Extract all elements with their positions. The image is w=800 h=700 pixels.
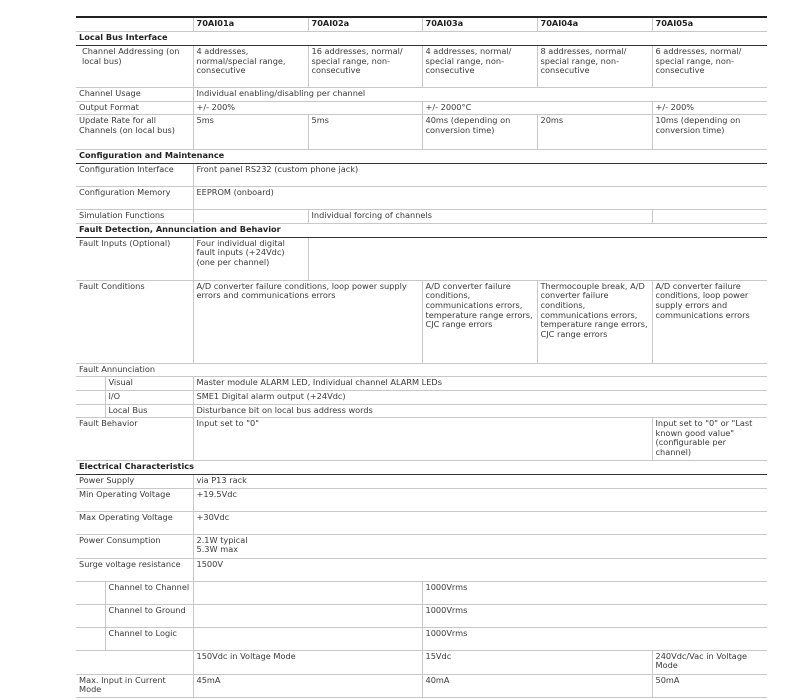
cell: 1000Vrms [422,604,767,627]
row-label: Configuration Memory [76,187,193,210]
cell-empty [193,581,422,604]
table-row-fault-annunciation [76,363,767,377]
spec-table [76,16,767,698]
row-label: Fault Behavior [76,418,193,461]
row-label: I/O [105,390,193,404]
cell [193,534,767,558]
section-header-config [76,150,767,164]
cell: 15Vdc [422,650,652,674]
cell: A/D converter failure conditions, loop power supply errors and communications errors [652,280,767,363]
cell: 45mA [193,674,422,697]
cell: 40mA [422,674,652,697]
table-row-update-rate [76,115,767,150]
cell: 50mA [652,674,767,697]
indent-cell [76,404,105,418]
header-blank [76,17,193,32]
table-row-config-interface [76,164,767,187]
row-label: Max. Input in Current Mode [76,674,193,697]
row-label: Channel Addressing (on local bus) [76,46,193,88]
cell: Disturbance bit on local bus address words [193,404,767,418]
cell: SME1 Digital alarm output (+24Vdc) [193,390,767,404]
cell: Four individual digital fault inputs (+24Vdc) (one per channel) [193,237,308,280]
section-title: Electrical Characteristics [76,461,767,475]
cell: Thermocouple break, A/D converter failure conditions, communications errors, temperature range errors, CJC range errors [537,280,652,363]
table-row-output-format [76,101,767,115]
table-row-channel-to-channel [76,581,767,604]
column-header: 70AI03a [422,17,537,32]
row-label: Simulation Functions [76,210,193,224]
row-label [76,650,193,674]
cell: 5ms [308,115,422,150]
cell: Input set to "0" or "Last known good value" (configurable per channel) [652,418,767,461]
table-row-fault-inputs [76,237,767,280]
row-label: Power Consumption [76,534,193,558]
cell: Individual enabling/disabling per channel [193,88,767,102]
cell: EEPROM (onboard) [193,187,767,210]
indent-cell [76,604,105,627]
cell: A/D converter failure conditions, communications errors, temperature range errors, CJC range errors [422,280,537,363]
cell: +19.5Vdc [193,488,767,511]
table-row-surge [76,558,767,581]
section-title: Fault Detection, Annunciation and Behavior [76,223,767,237]
table-row-fault-behavior [76,418,767,461]
indent-cell [76,581,105,604]
table-row-annunciation-visual [76,377,767,391]
cell: 40ms (depending on conversion time) [422,115,537,150]
column-header: 70AI04a [537,17,652,32]
section-title: Configuration and Maintenance [76,150,767,164]
cell: +30Vdc [193,511,767,534]
indent-cell [76,627,105,650]
column-header: 70AI02a [308,17,422,32]
cell: 1000Vrms [422,627,767,650]
table-row-max-voltage-input [76,650,767,674]
cell: 10ms (depending on conversion time) [652,115,767,150]
table-row-channel-addressing [76,46,767,88]
cell: 1000Vrms [422,581,767,604]
cell: Individual forcing of channels [308,210,652,224]
cell: +/- 200% [193,101,422,115]
section-header-electrical [76,461,767,475]
row-label: Fault Conditions [76,280,193,363]
row-label: Visual [105,377,193,391]
column-header: 70AI05a [652,17,767,32]
cell-empty [193,604,422,627]
table-row-min-voltage [76,488,767,511]
cell-empty [652,210,767,224]
table-row-simulation [76,210,767,224]
cell-empty [193,627,422,650]
cell: A/D converter failure conditions, loop power supply errors and communications errors [193,280,422,363]
table-row-fault-conditions [76,280,767,363]
power-typical: 2.1W typical [196,534,248,545]
table-row-power-consumption [76,534,767,558]
cell: +/- 2000°C [422,101,652,115]
table-row-config-memory [76,187,767,210]
table-row-channel-to-ground [76,604,767,627]
cell: Input set to "0" [193,418,652,461]
section-title: Local Bus Interface [76,32,767,46]
cell-empty [193,210,308,224]
row-label: Configuration Interface [76,164,193,187]
cell: Master module ALARM LED, Individual channel ALARM LEDs [193,377,767,391]
table-row-max-current [76,674,767,697]
cell: 150Vdc in Voltage Mode [193,650,422,674]
header-row [76,17,767,32]
cell: 8 addresses, normal/ special range, non-consecutive [537,46,652,88]
row-label: Power Supply [76,475,193,489]
row-label: Channel to Ground [105,604,193,627]
row-label: Channel Usage [76,88,193,102]
row-label: Channel to Logic [105,627,193,650]
cell: 20ms [537,115,652,150]
cell: 1500V [193,558,767,581]
row-label: Local Bus [105,404,193,418]
table-row-channel-to-logic [76,627,767,650]
table-row-channel-usage [76,88,767,102]
power-max: 5.3W max [196,544,239,555]
row-label: Channel to Channel [105,581,193,604]
row-label: Surge voltage resistance [76,558,193,581]
row-label: Min Operating Voltage [76,488,193,511]
cell: 240Vdc/Vac in Voltage Mode [652,650,767,674]
indent-cell [76,377,105,391]
cell: 6 addresses, normal/ special range, non-consecutive [652,46,767,88]
table-row-annunciation-io [76,390,767,404]
cell: 4 addresses, normal/ special range, non-consecutive [422,46,537,88]
cell: +/- 200% [652,101,767,115]
row-label: Output Format [76,101,193,115]
column-header: 70AI01a [193,17,308,32]
section-header-local-bus [76,32,767,46]
cell: 16 addresses, normal/ special range, non-consecutive [308,46,422,88]
section-header-fault [76,223,767,237]
table-row-annunciation-local-bus [76,404,767,418]
table-row-power-supply [76,475,767,489]
row-label: Fault Inputs (Optional) [76,237,193,280]
cell: 4 addresses, normal/special range, consecutive [193,46,308,88]
indent-cell [76,390,105,404]
cell: Front panel RS232 (custom phone jack) [193,164,767,187]
table-row-max-voltage [76,511,767,534]
cell: 5ms [193,115,308,150]
cell: via P13 rack [193,475,767,489]
row-label: Max Operating Voltage [76,511,193,534]
cell-empty [308,237,767,280]
row-label: Fault Annunciation [76,363,767,377]
row-label: Update Rate for all Channels (on local bus) [76,115,193,150]
